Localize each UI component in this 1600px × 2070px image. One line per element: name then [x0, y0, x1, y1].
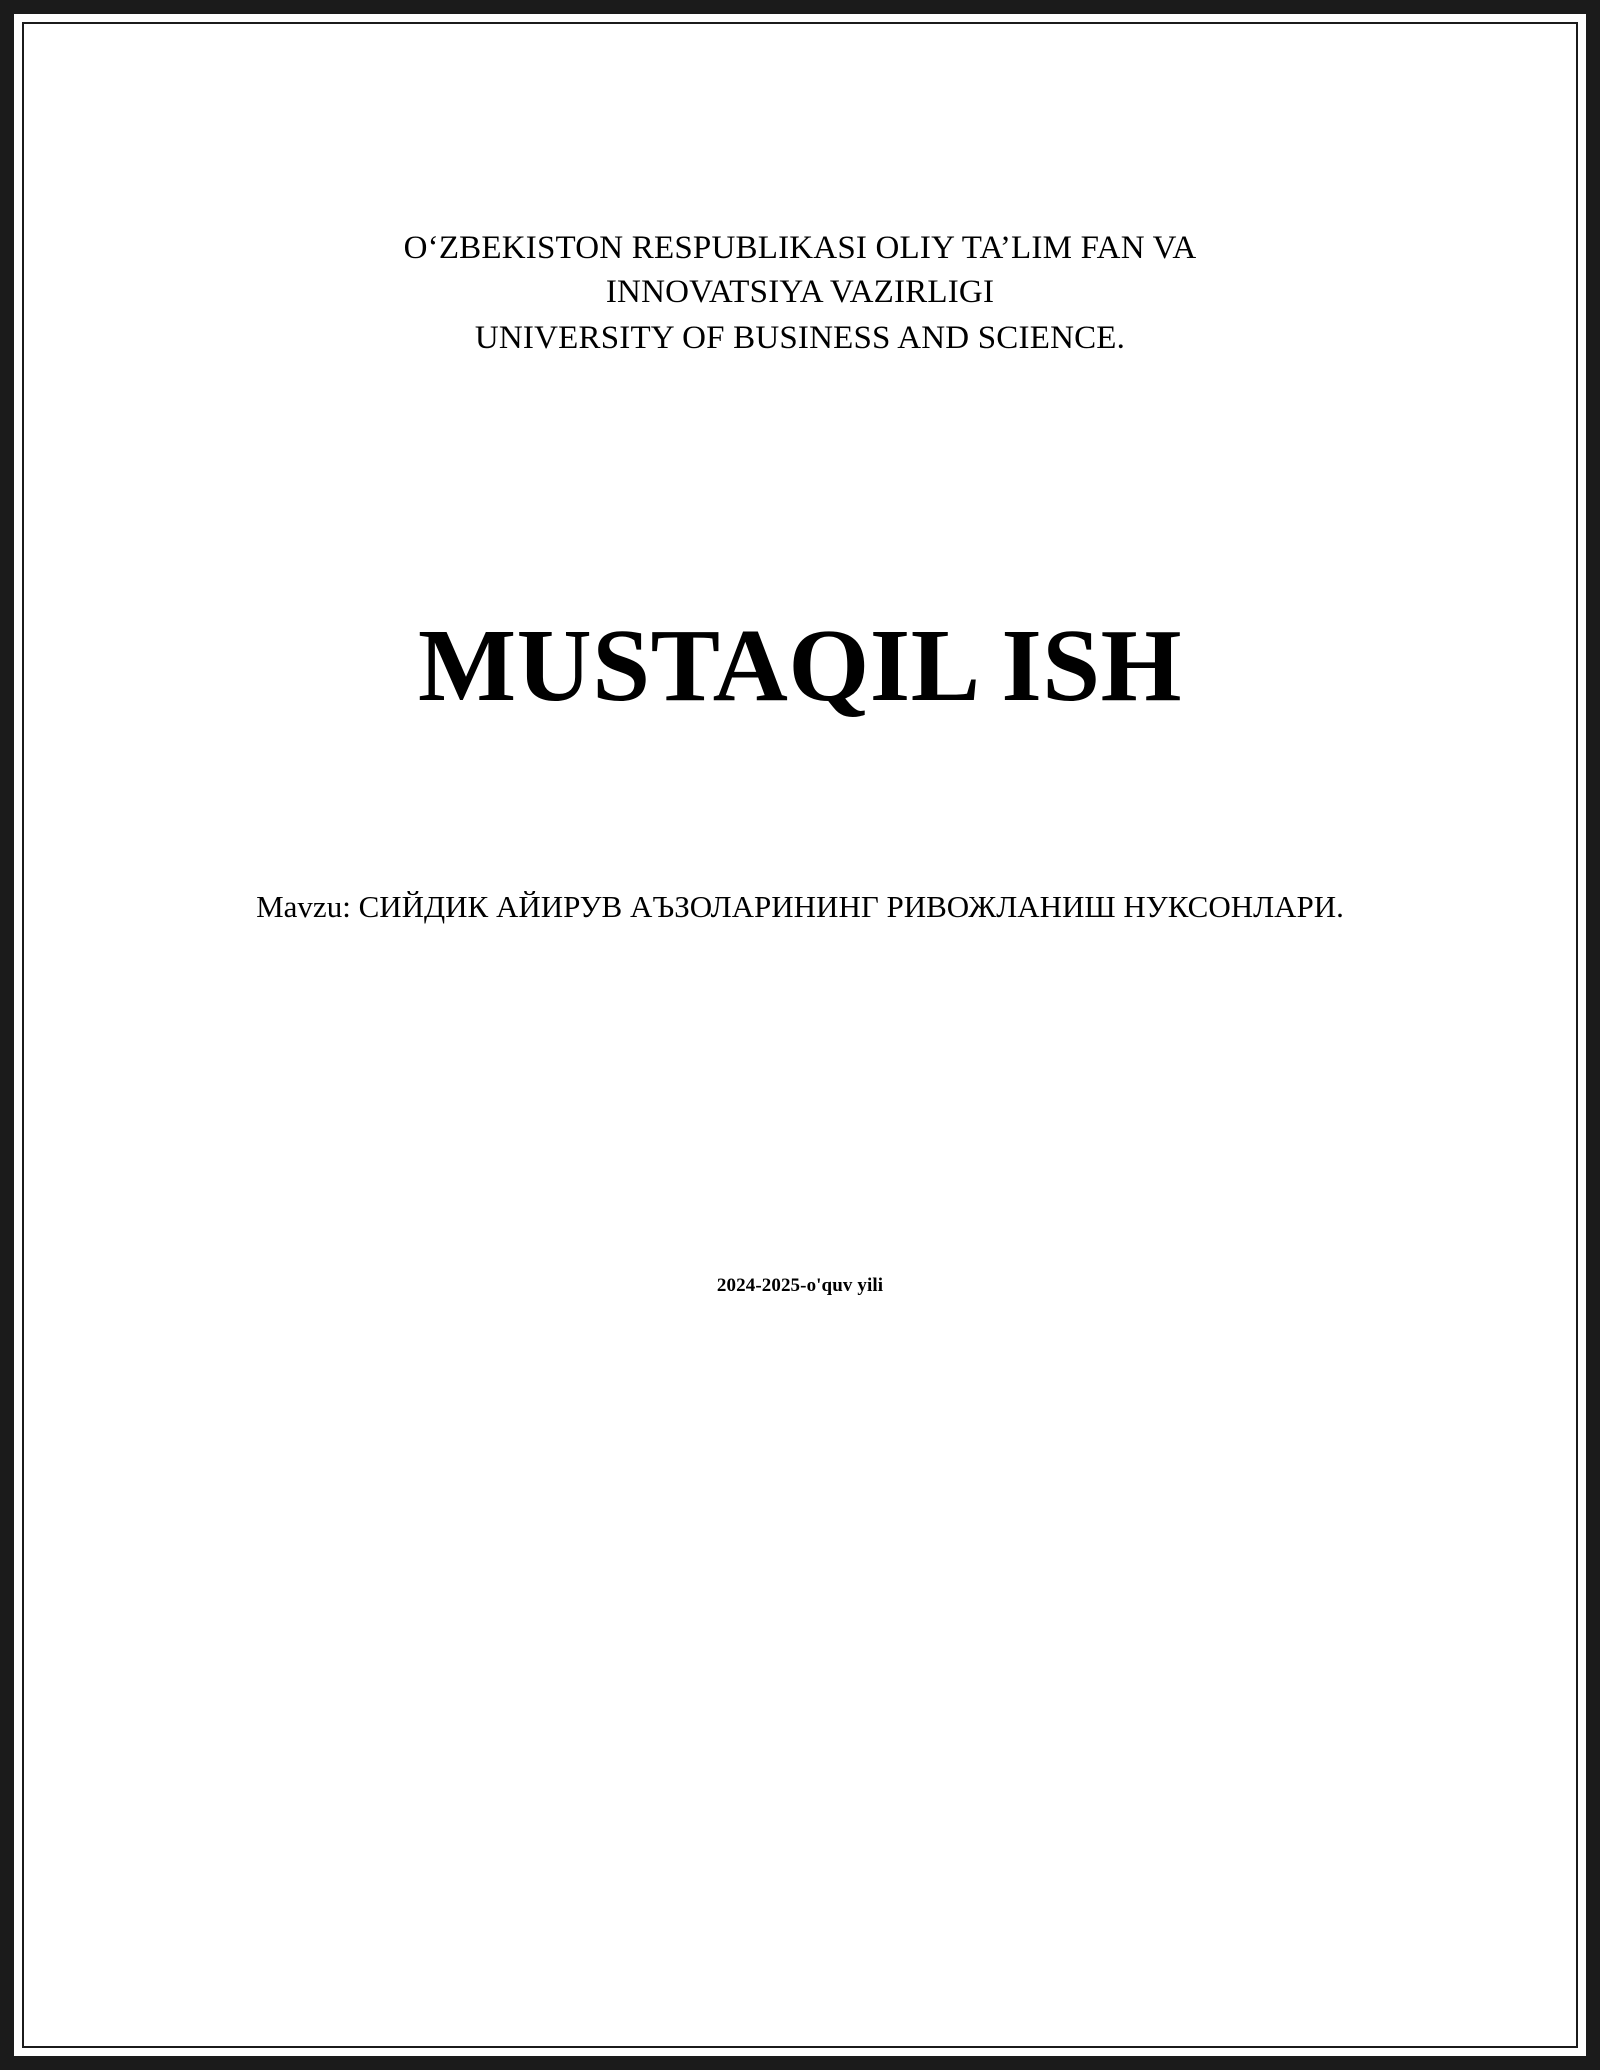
subject-label: Mavzu: — [256, 888, 351, 924]
subject-block — [172, 885, 1428, 930]
ministry-line-1: O‘ZBEKISTON RESPUBLIKASI OLIY TA’LIM FAN VA — [403, 230, 1197, 266]
academic-year: 2024-2025-o'quv yili — [716, 1274, 884, 1296]
subject-value: СИЙДИК АЙИРУВ АЪЗОЛАРИНИНГ РИВОЖЛАНИШ НУКСОНЛАРИ. — [358, 888, 1344, 924]
ministry-line-2: INNOVATSIYA VAZIRLIGI — [605, 273, 995, 310]
university-name: UNIVERSITY OF BUSINESS AND SCIENCE. — [474, 319, 1126, 356]
page-content — [22, 22, 1578, 2048]
page-title: MUSTAQIL ISH — [417, 607, 1183, 723]
institution-header — [172, 227, 1428, 361]
